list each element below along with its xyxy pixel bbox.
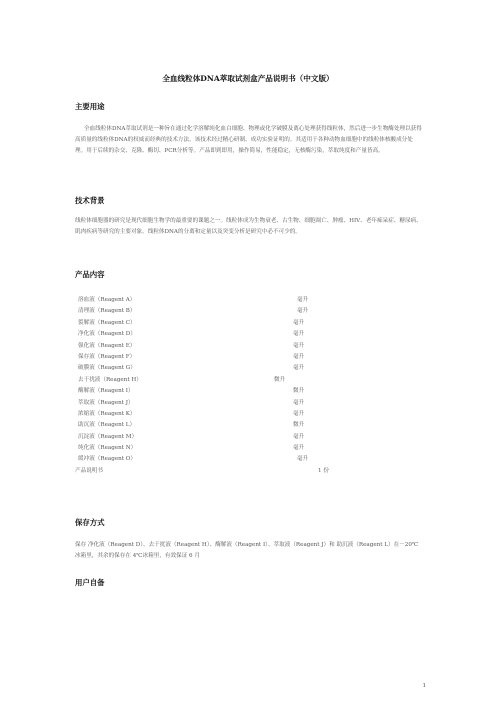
list-item xyxy=(75,420,425,431)
item-name: 产品说明书 xyxy=(75,467,103,474)
item-unit: 微升 xyxy=(274,376,286,383)
item-name: 酶解液（Reagent I） xyxy=(78,388,134,395)
item-unit: 毫升 xyxy=(293,445,305,452)
list-item xyxy=(75,306,425,317)
item-unit: 毫升 xyxy=(293,399,305,406)
list-item xyxy=(75,295,425,306)
item-name: 保存液（Reagent F） xyxy=(78,353,136,360)
item-name: 裂解液（Reagent C） xyxy=(78,319,136,326)
storage-paragraph xyxy=(75,540,423,562)
item-unit: 毫升 xyxy=(293,331,305,338)
item-name: 去干扰液（Reagent H） xyxy=(78,376,142,383)
item-unit: 微升 xyxy=(293,388,305,395)
background-paragraph xyxy=(75,216,423,238)
item-unit: 毫升 xyxy=(293,353,305,360)
item-name: 纯化液（Reagent N） xyxy=(78,445,137,452)
item-name: 萃取液（Reagent J） xyxy=(78,399,134,406)
purpose-paragraph xyxy=(75,124,423,157)
list-item xyxy=(75,318,425,329)
heading-purpose: 主要用途 xyxy=(75,102,105,111)
list-item xyxy=(75,466,425,477)
item-unit: 毫升 xyxy=(293,342,305,349)
item-name: 溶血液（Reagent A） xyxy=(78,297,136,303)
heading-storage: 保存方式 xyxy=(75,518,105,527)
list-item xyxy=(75,443,425,454)
purpose-text: 全血线粒体DNA萃取试剂是一种旨在通过化学溶解纯化血白细胞、物理或化学破膜及离心处理获得线粒体，然后进一步生物酶处理以获得高质量的线粒体DNA的权威而经典的技术方法。该技术经过精心研制、成功实验证明的。其适用于各种动物血细胞中的线粒体核酸成分处理。用于后续的杂交、克隆、酶切、PCR分析等。产品即到即用，操作简易，性能稳定，无核酶污染，萃取纯度和产量皆高。 xyxy=(75,126,422,154)
heading-contents: 产品内容 xyxy=(75,270,105,279)
item-name: 助沉液（Reagent L） xyxy=(78,422,136,429)
list-item xyxy=(75,375,425,386)
item-unit: 毫升 xyxy=(293,433,305,440)
item-unit: 毫升 xyxy=(293,319,305,326)
item-unit: 毫升 xyxy=(297,308,309,315)
contents-list xyxy=(75,295,425,477)
item-unit: 毫升 xyxy=(297,456,309,463)
item-unit: 毫升 xyxy=(293,365,305,372)
heading-background: 技术背景 xyxy=(75,196,105,205)
item-name: 强化液（Reagent E） xyxy=(78,342,136,349)
list-item xyxy=(75,341,425,352)
item-name: 清理液（Reagent B） xyxy=(78,308,136,315)
list-item xyxy=(75,329,425,340)
item-unit: 1 份 xyxy=(318,467,329,474)
list-item xyxy=(75,386,425,397)
list-item xyxy=(75,409,425,420)
item-name: 沉淀液（Reagent M） xyxy=(78,433,138,440)
list-item xyxy=(75,432,425,443)
document-title: 全血线粒体DNA萃取试剂盒产品说明书（中文版） xyxy=(162,74,334,83)
item-name: 破膜液（Reagent G） xyxy=(78,365,136,372)
page-number: 1 xyxy=(422,683,426,689)
item-unit: 毫升 xyxy=(293,410,305,417)
item-unit: 微升 xyxy=(293,422,305,429)
storage-text: 保存 净化液（Reagent D）、去干扰液（Reagent H）、酶解液（Reagent I）、萃取液（Reagent J）和 助沉液（Reagent L）在－20℃冰箱里，其余的保存在 4℃冰箱里，有效保证 6 月 xyxy=(75,542,419,559)
list-item xyxy=(75,398,425,409)
list-item xyxy=(75,352,425,363)
item-unit: 毫升 xyxy=(297,297,309,303)
item-name: 缓冲液（Reagent O） xyxy=(78,456,136,463)
item-name: 净化液（Reagent D） xyxy=(78,331,136,338)
background-text: 线粒体细胞器的研究是现代细胞生物学的最重要的课题之一。线粒体成为生物衰老、古生物、细胞凋亡、肿瘤、HIV、老年痴呆症、糖尿病、肌肉疾病等研究的主要对象。线粒体DNA的分离和定量以及突变分析是研究中必不可少的。 xyxy=(75,218,422,235)
heading-user-prep: 用户自备 xyxy=(75,578,105,587)
list-item xyxy=(75,363,425,374)
item-name: 浓缩液（Reagent K） xyxy=(78,410,136,417)
list-item xyxy=(75,454,425,465)
